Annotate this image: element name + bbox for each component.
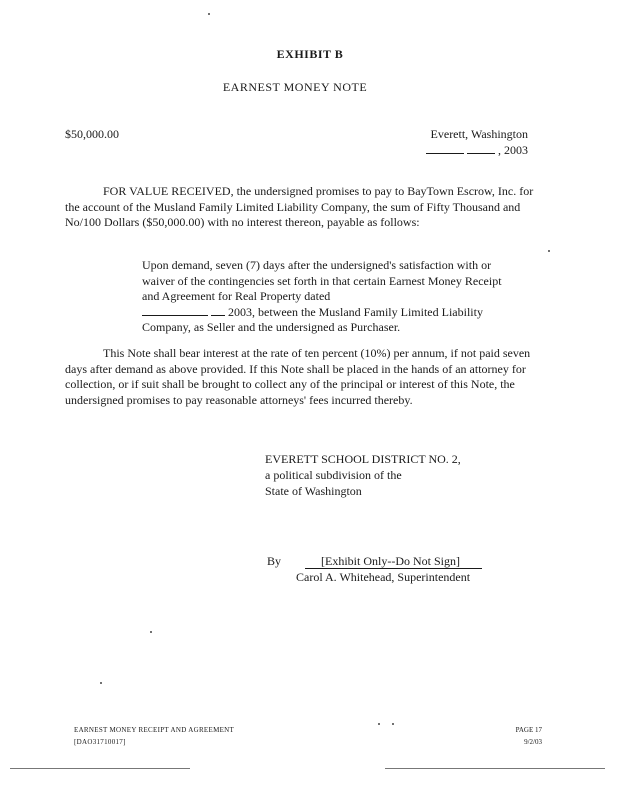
by-label: By xyxy=(267,554,282,568)
note-date xyxy=(426,143,528,158)
payment-terms-paragraph xyxy=(142,258,502,336)
payment-promise-paragraph: FOR VALUE RECEIVED, the undersigned promises to pay to BayTown Escrow, Inc. for the account of the Musland Family Limited Liability Company, the sum of Fifty Thousand and No/100 Dollars ($50,000.00) with no interest thereon, payable as follows: xyxy=(65,184,534,229)
interest-paragraph: This Note shall bear interest at the rate of ten percent (10%) per annum, if not paid seven days after demand as above provided. If this Note shall be placed in the hands of an attorney for collection, or if suit shall be brought to collect any of the principal or interest of this Note, the undersigned promises to pay reasonable attorneys' fees incurred thereby. xyxy=(65,346,531,407)
signatory-entity-description: a political subdivision of the xyxy=(265,468,402,482)
scan-speck xyxy=(208,13,210,15)
scan-speck xyxy=(100,682,102,684)
scan-speck xyxy=(150,631,152,633)
date-month-blank xyxy=(426,143,464,154)
exhibit-label: EXHIBIT B xyxy=(276,47,344,61)
footer-left xyxy=(74,724,234,748)
scan-artifact-line xyxy=(10,768,190,769)
agreement-date-blank xyxy=(142,305,208,316)
payment-terms-text-before: Upon demand, seven (7) days after the undersigned's satisfaction with or waiver of the contingencies set forth in that certain Earnest Money Receipt and Agreement for Real Property dated xyxy=(142,258,502,303)
agreement-day-blank xyxy=(211,305,225,316)
signatory-entity-state: State of Washington xyxy=(265,484,362,498)
note-place: Everett, Washington xyxy=(430,127,528,141)
signatory-entity-name: EVERETT SCHOOL DISTRICT NO. 2, xyxy=(265,452,461,466)
signature-line xyxy=(267,554,482,569)
note-amount: $50,000.00 xyxy=(65,127,119,141)
footer-date: 9/2/03 xyxy=(524,738,542,746)
scan-artifact-line xyxy=(385,768,605,769)
footer-document-name: EARNEST MONEY RECEIPT AND AGREEMENT xyxy=(74,726,235,734)
date-day-blank xyxy=(467,143,495,154)
scan-speck xyxy=(548,250,550,252)
footer-document-code: [DAO31710017] xyxy=(74,738,126,746)
document-title: EARNEST MONEY NOTE xyxy=(222,80,368,94)
payment-terms-text-after: 2003, between the Musland Family Limited Liability Company, as Seller and the undersigned as Purchaser. xyxy=(142,304,483,334)
signature-placeholder: [Exhibit Only--Do Not Sign] xyxy=(305,555,482,569)
signatory-block xyxy=(265,451,461,499)
footer-right xyxy=(516,724,542,748)
scan-speck xyxy=(392,723,394,725)
signer-name-title: Carol A. Whitehead, Superintendent xyxy=(296,570,471,584)
date-year: , 2003 xyxy=(498,143,528,157)
footer-page-number: PAGE 17 xyxy=(515,726,542,734)
scan-speck xyxy=(378,723,380,725)
